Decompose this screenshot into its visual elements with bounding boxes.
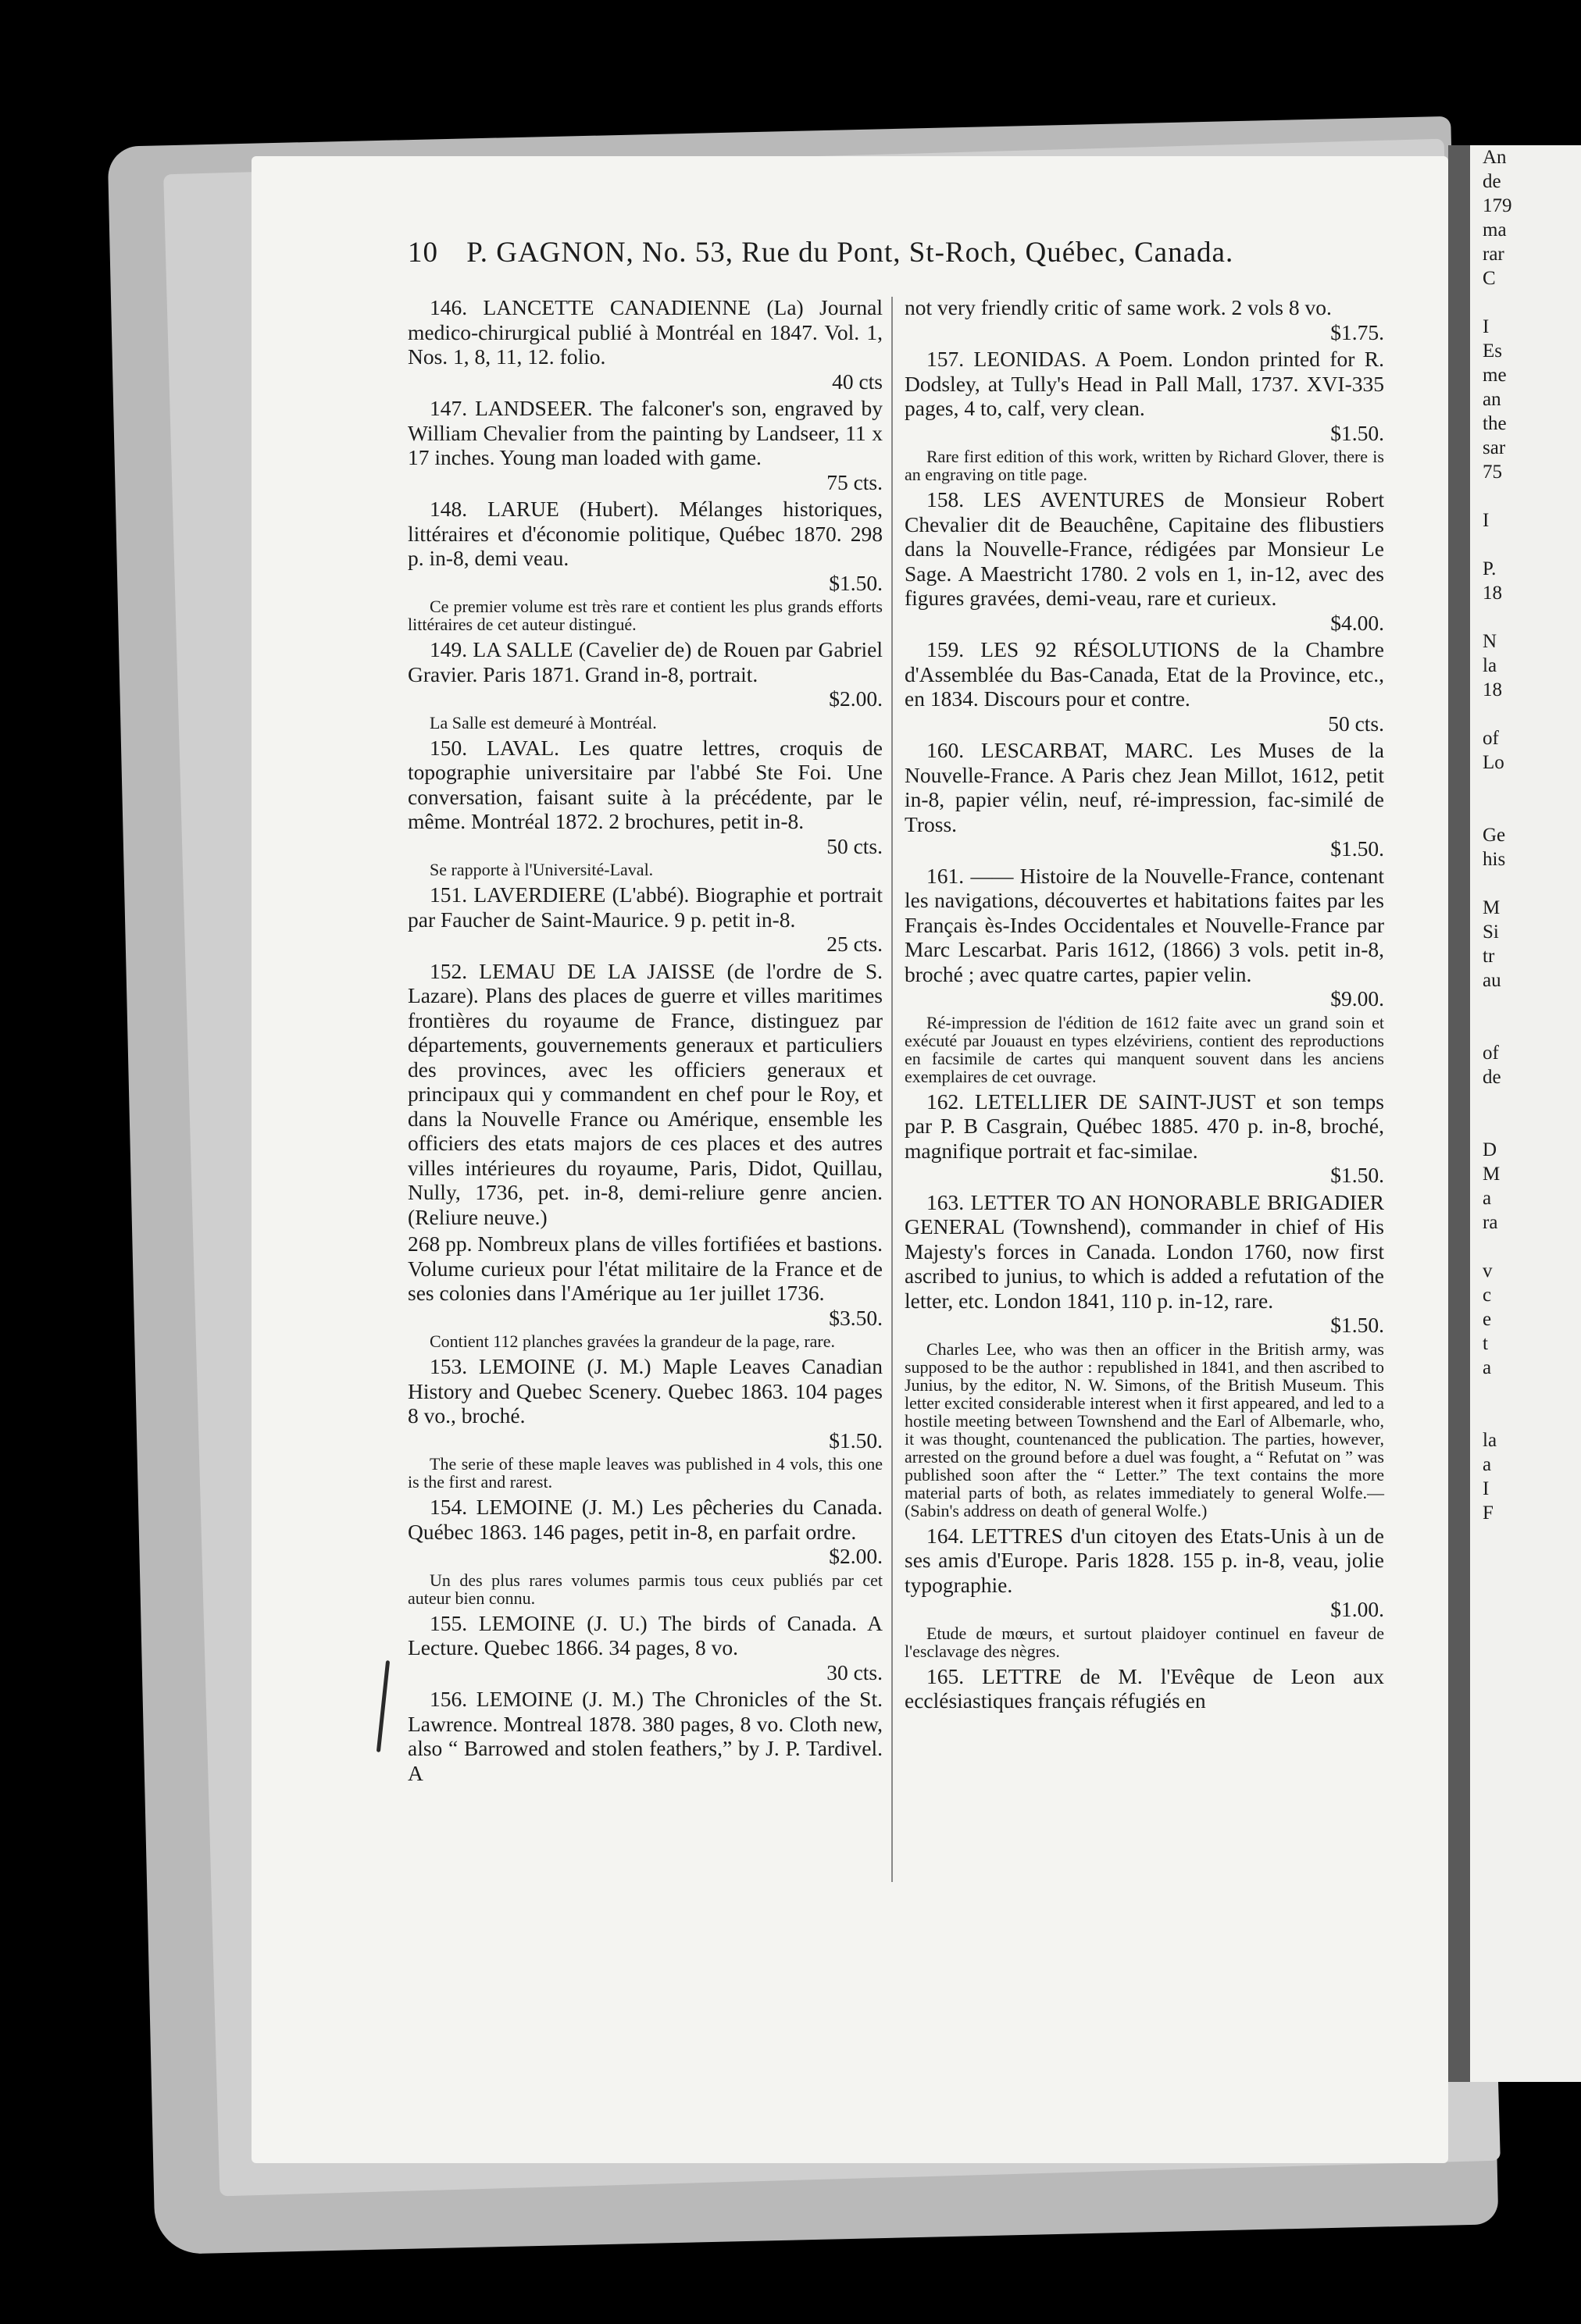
catalog-entry [905,1664,1384,1713]
next-page-fragment: de [1483,1067,1501,1088]
next-page-fragment: F [1483,1502,1494,1524]
entry-text: 158. LES AVENTURES de Monsieur Robert Chevalier dit de Beauchêne, Capitaine des flibustiers dans la Nouvelle-France, rédigées par Monsieur Le Sage. A Maestricht 1780. 2 vols en 1, in-12, avec des figures gravées, demi-veau, rare et curieux. [905,487,1384,610]
entry-text: 157. LEONIDAS. A Poem. London printed for R. Dodsley, at Tully's Head in Pall Mall, 1737. XVI-335 pages, 4 to, calf, very clean. [905,347,1384,420]
next-page-fragment: of [1483,1043,1499,1064]
entry-price: 25 cts. [826,932,883,956]
next-page-fragment: la [1483,655,1497,676]
catalog-entry [408,1495,883,1569]
catalog-entry [905,347,1384,445]
entry-text: 149. LA SALLE (Cavelier de) de Rouen par Gabriel Gravier. Paris 1871. Grand in-8, portrait. [408,637,883,686]
next-page-fragment: de [1483,171,1501,192]
next-page-fragment: I [1483,1478,1490,1499]
next-page-fragment: 18 [1483,679,1502,700]
next-page-fragment [1470,702,1581,726]
entry-text: 163. LETTER TO AN HONORABLE BRIGADIER GENERAL (Townshend), commander in chief of His Majesty's forces in Canada. London 1760, now first ascribed to junius, to which is added a refutation of the letter, etc. London 1841, 110 p. in-12, rare. [905,1189,1384,1313]
next-page-fragment [1470,872,1581,896]
page-gutter [1448,145,1470,2082]
entry-price: 40 cts [832,369,883,394]
next-page-fragment: c [1483,1285,1492,1306]
entry-price: 50 cts. [1328,711,1384,736]
catalog-entry [408,1354,883,1452]
next-page-fragment [1470,1114,1581,1138]
entry-price: 50 cts. [826,833,883,858]
catalog-note [408,597,883,633]
catalog-entry [408,736,883,859]
note-text: Etude de mœurs, et surtout plaidoyer continuel en faveur de l'esclavage des nègres. [905,1623,1384,1661]
next-page-fragment: tr [1483,946,1495,967]
next-page-fragment [1470,1380,1581,1404]
next-page-edge [1470,145,1581,2082]
running-title: P. GAGNON, No. 53, Rue du Pont, St-Roch, Québec, Canada. [466,237,1234,269]
next-page-fragment: a [1483,1454,1492,1475]
next-page-fragment: la [1483,1430,1497,1451]
catalog-entry [905,1190,1384,1338]
entry-text: 154. LEMOINE (J. M.) Les pêcheries du Canada. Québec 1863. 146 pages, petit in-8, en parfait ordre. [408,1495,883,1544]
column-rule [891,297,893,1882]
catalog-entry [408,295,883,394]
entry-text: 161. —— Histoire de la Nouvelle-France, contenant les navigations, découvertes et habitations faites par les Français ès-Indes Occidentales et Nouvelle-France par Marc Lescarbat. Paris 1612, (1866) 3 vols. petit in-8, broché ; avec quatre cartes, papier velin. [905,863,1384,986]
next-page-fragment: ma [1483,219,1507,241]
entry-text: 164. LETTRES d'un citoyen des Etats-Unis à un de ses amis d'Europe. Paris 1828. 155 p. in-8, veau, jolie typographie. [905,1523,1384,1597]
next-page-fragment: sar [1483,437,1506,458]
next-page-fragment: C [1483,268,1496,289]
catalog-note [408,1571,883,1607]
next-page-fragment: Ge [1483,825,1506,846]
note-text: Charles Lee, who was then an officer in the British army, was supposed to be the author : republished in 1841, and then ascribed to Junius, by the editor, N. W. Simons, of the British Museum. This letter excited considerable interest when it first appeared, and led to a hostile meeting between Townshend and the Earl of Albemarle, who, it was thought, countenanced the publication. The parties, however, arrested on the ground before a duel was fought, a “ Refutat on ” was published soon after the “ Letter.” The text contains the more material parts of both, as relates immediately to general Wolfe.— (Sabin's address on death of general Wolfe.) [905,1338,1384,1520]
next-page-fragment [1470,1549,1581,1574]
catalog-entry [905,1089,1384,1188]
entry-text: 165. LETTRE de M. l'Evêque de Leon aux ecclésiastiques français réfugiés en [905,1663,1384,1713]
catalog-entry [905,864,1384,1011]
next-page-fragment [1470,1017,1581,1041]
next-page-fragment [1470,1235,1581,1259]
page-number: 10 [408,237,438,269]
entry-text: 150. LAVAL. Les quatre lettres, croquis de topographie universitaire par l'abbé Ste Foi. Une conversation, faisant suite à la précédente, par le même. Montréal 1872. 2 brochures, petit in-8. [408,735,883,833]
next-page-fragment: M [1483,1164,1501,1185]
catalog-note [905,1624,1384,1660]
entry-text: 160. LESCARBAT, MARC. Les Muses de la Nouvelle-France. A Paris chez Jean Millot, 1612, petit in-8, papier vélin, neuf, ré-impression, fac-similé de Tross. [905,738,1384,836]
next-page-fragment [1470,1719,1581,1743]
note-text: Un des plus rares volumes parmis tous ceux publiés par cet auteur bien connu. [408,1570,883,1608]
entry-price: $1.50. [1330,420,1384,445]
next-page-fragment: ra [1483,1212,1498,1233]
catalog-entry [905,738,1384,861]
entry-price: $1.50. [829,1428,883,1452]
note-text: The serie of these maple leaves was published in 4 vols, this one is the first and rarest. [408,1454,883,1492]
entry-price: $2.00. [829,1544,883,1568]
catalog-entry [408,1232,883,1330]
entry-text: 146. LANCETTE CANADIENNE (La) Journal medico-chirurgical publié à Montréal en 1847. Vol. 1, Nos. 1, 8, 11, 12. folio. [408,295,883,369]
next-page-fragment [1470,1404,1581,1428]
catalog-column-right [905,295,1384,1716]
note-text: Ce premier volume est très rare et contient les plus grands efforts littéraires de cet auteur distingué. [408,597,883,634]
next-page-fragment: I [1483,316,1490,337]
next-page-fragment: a [1483,1188,1492,1209]
next-page-fragment: 179 [1483,195,1512,216]
next-page-fragment [1470,1574,1581,1598]
catalog-entry [408,1687,883,1785]
next-page-fragment: au [1483,970,1501,991]
entry-price: $1.50. [1330,1313,1384,1337]
entry-price: 30 cts. [826,1659,883,1684]
next-page-fragment: Lo [1483,752,1504,773]
next-page-fragment: the [1483,413,1507,434]
catalog-column-left [408,295,883,1788]
next-page-fragment: P. [1483,558,1497,579]
catalog-entry [408,497,883,595]
entry-price: $1.50. [1330,1163,1384,1187]
entry-text: not very friendly critic of same work. 2 vols 8 vo. [905,295,1332,319]
entry-text: 153. LEMOINE (J. M.) Maple Leaves Canadian History and Quebec Scenery. Quebec 1863. 104 pages 8 vo., broché. [408,1354,883,1428]
next-page-fragment: e [1483,1309,1492,1330]
entry-text: 268 pp. Nombreux plans de villes fortifiées et bastions. Volume curieux pour l'état militaire de la France et de ses colonies dans l'Amérique au 1er juillet 1736. [408,1232,883,1305]
catalog-entry [408,959,883,1230]
entry-text: 159. LES 92 RÉSOLUTIONS de la Chambre d'Assemblée du Bas-Canada, Etat de la Province, etc., en 1834. Discours pour et contre. [905,637,1384,711]
next-page-fragment: 18 [1483,583,1502,604]
next-page-fragment: Es [1483,340,1502,362]
next-page-fragment: D [1483,1139,1497,1160]
note-text: Ré-impression de l'édition de 1612 faite avec un grand soin et exécuté par Jouaust en types elzéviriens, contient des reproductions en facsimile de cartes qui manquent souvent dans les anciens exemplaires de cet ouvrage. [905,1012,1384,1086]
next-page-fragment: his [1483,849,1506,870]
next-page-fragment: v [1483,1260,1493,1281]
next-page-fragment: t [1483,1333,1488,1354]
entry-price: $4.00. [1330,610,1384,635]
next-page-fragment [1470,1670,1581,1695]
entry-price: $2.00. [829,686,883,711]
catalog-note [408,1455,883,1491]
next-page-fragment [1470,533,1581,557]
catalog-entry [905,295,1384,344]
entry-price: 75 cts. [826,469,883,494]
catalog-entry [905,637,1384,736]
entry-price: $1.50. [1330,836,1384,861]
next-page-fragment [1470,1598,1581,1622]
next-page-fragment: N [1483,631,1497,652]
next-page-fragment [1470,775,1581,799]
entry-price: $1.00. [1330,1597,1384,1621]
next-page-fragment: of [1483,728,1499,749]
catalog-entry [408,396,883,494]
catalog-note [905,447,1384,483]
next-page-fragment: rar [1483,244,1504,265]
entry-text: 156. LEMOINE (J. M.) The Chronicles of the St. Lawrence. Montreal 1878. 380 pages, 8 vo. Cloth new, also “ Barrowed and stolen feathers,” by J. P. Tardivel. A [408,1687,883,1785]
entry-price: $1.50. [829,570,883,595]
note-text: Se rapporte à l'Université-Laval. [430,860,654,879]
running-header [408,236,1290,269]
entry-price: $9.00. [1330,986,1384,1011]
entry-text: 155. LEMOINE (J. U.) The birds of Canada. A Lecture. Quebec 1866. 34 pages, 8 vo. [408,1610,883,1659]
next-page-fragment [1470,1525,1581,1549]
entry-text: 151. LAVERDIERE (L'abbé). Biographie et portrait par Faucher de Saint-Maurice. 9 p. petit in-8. [408,882,883,932]
catalog-entry [408,637,883,711]
catalog-note [408,861,883,879]
catalog-entry [408,882,883,957]
catalog-note [905,1340,1384,1520]
next-page-fragment [1470,605,1581,629]
next-page-fragment [1470,1646,1581,1670]
catalog-entry [905,487,1384,635]
next-page-fragment [1470,1695,1581,1719]
entry-text: 147. LANDSEER. The falconer's son, engraved by William Chevalier from the painting by Landseer, 11 x 17 inches. Young man loaded with game. [408,396,883,469]
next-page-fragment [1470,1089,1581,1114]
note-text: Rare first edition of this work, written by Richard Glover, there is an engraving on title page. [905,447,1384,484]
next-page-fragment: Si [1483,921,1499,943]
catalog-note [408,714,883,732]
note-text: Contient 112 planches gravées la grandeur de la page, rare. [430,1331,836,1351]
next-page-fragment: an [1483,389,1501,410]
next-page-fragment: me [1483,365,1507,386]
entry-text: 162. LETELLIER DE SAINT-JUST et son temps par P. B Casgrain, Québec 1885. 470 p. in-8, broché, magnifique portrait et fac-similae. [905,1089,1384,1163]
next-page-fragment [1470,1622,1581,1646]
next-page-fragment: I [1483,510,1490,531]
catalog-note [408,1332,883,1350]
entry-price: $1.75. [1330,319,1384,344]
catalog-entry [408,1611,883,1685]
next-page-fragment: An [1483,147,1507,168]
next-page-fragment: M [1483,897,1501,918]
next-page-fragment: 75 [1483,462,1502,483]
catalog-note [905,1014,1384,1085]
note-text: La Salle est demeuré à Montréal. [430,712,657,732]
entry-text: 148. LARUE (Hubert). Mélanges historiques, littéraires et d'économie politique, Québec 1870. 298 p. in-8, demi veau. [408,497,883,570]
next-page-fragment [1470,290,1581,315]
next-page-fragment: a [1483,1357,1492,1378]
next-page-fragment [1470,484,1581,508]
next-page-fragment [1470,993,1581,1017]
entry-text: 152. LEMAU DE LA JAISSE (de l'ordre de S. Lazare). Plans des places de guerre et villes maritimes frontières du royaume de France, distinguez par départements, gouvernements generaux et particuliers des provinces, avec les officiers generaux et principaux qui y commandent en chef pour le Roy, et dans la Nouvelle France ou Amérique, ensemble les officiers des etats majors de ces places et des autres villes intérieures du royaume, Paris, Didot, Quillau, Nully, 1736, pet. in-8, demi-reliure genre ancien. (Reliure neuve.) [408,958,883,1229]
next-page-fragment [1470,799,1581,823]
entry-price: $3.50. [829,1305,883,1330]
catalog-entry [905,1524,1384,1622]
